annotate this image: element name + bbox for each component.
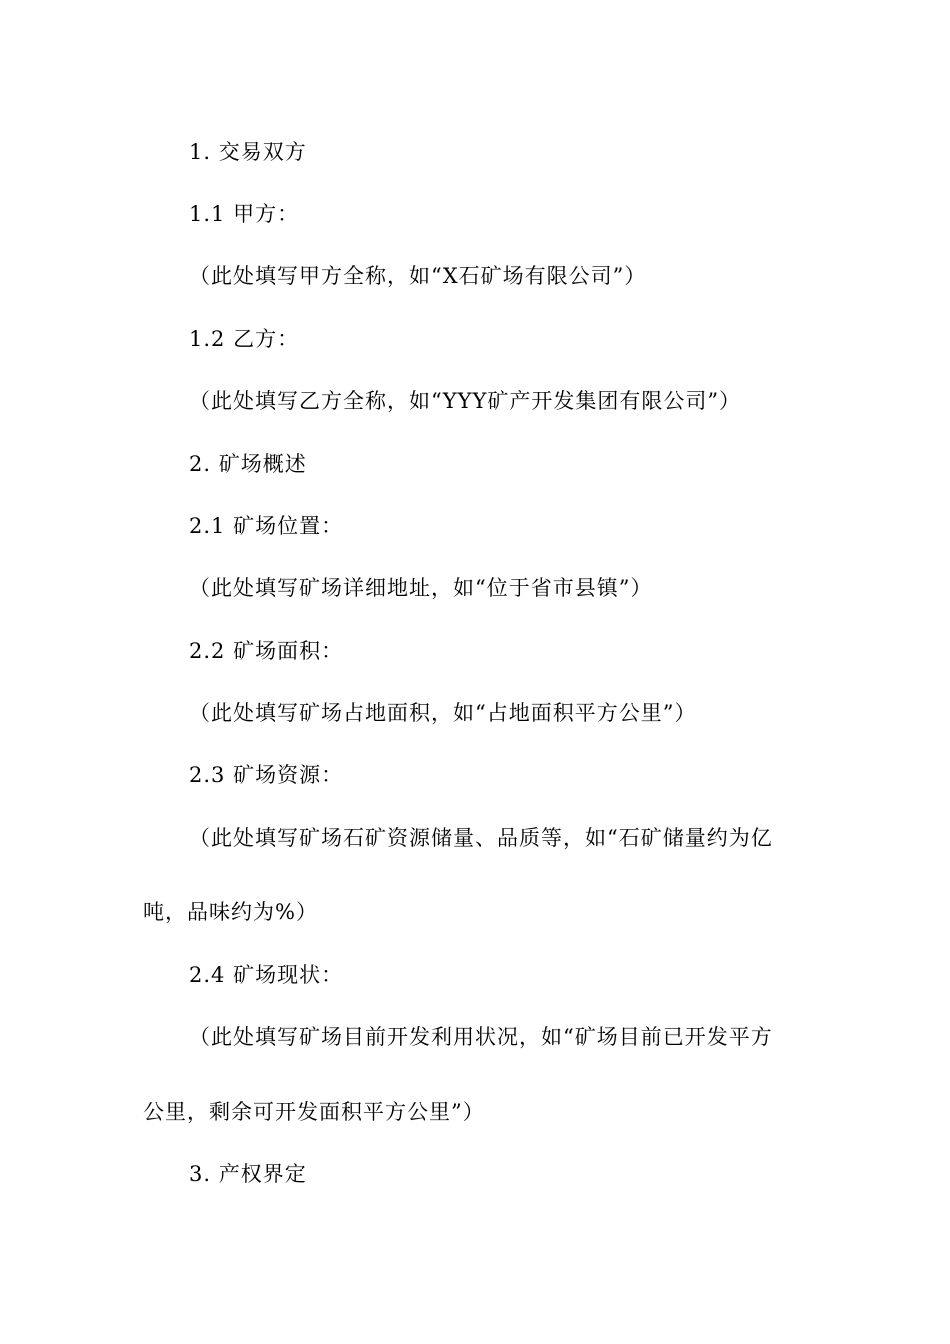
section-1-2-heading: 1.2 乙方：: [189, 327, 300, 351]
section-1-1-note: （此处填写甲方全称，如“X石矿场有限公司”）: [189, 264, 647, 288]
section-2-2-note: （此处填写矿场占地面积，如“占地面积平方公里”）: [189, 701, 697, 725]
section-2-1-note: （此处填写矿场详细地址，如“位于省市县镇”）: [189, 576, 653, 600]
section-1-1-heading: 1.1 甲方：: [189, 202, 300, 226]
section-2-3-note-line2: 吨，品味约为%）: [143, 900, 318, 924]
section-1-2-note: （此处填写乙方全称，如“YYY矿产开发集团有限公司”）: [189, 389, 742, 413]
section-2-4-heading: 2.4 矿场现状：: [189, 963, 344, 987]
section-2-heading: 2. 矿场概述: [189, 452, 307, 476]
section-2-1-heading: 2.1 矿场位置：: [189, 514, 344, 538]
section-2-3-heading: 2.3 矿场资源：: [189, 763, 344, 787]
section-1-heading: 1. 交易双方: [189, 140, 307, 164]
section-2-4-note-line1: （此处填写矿场目前开发利用状况，如“矿场目前已开发平方: [189, 1025, 773, 1049]
section-2-2-heading: 2.2 矿场面积：: [189, 639, 344, 663]
section-3-heading: 3. 产权界定: [189, 1162, 307, 1186]
section-2-3-note-line1: （此处填写矿场石矿资源储量、品质等，如“石矿储量约为亿: [189, 826, 773, 850]
section-2-4-note-line2: 公里，剩余可开发面积平方公里”）: [143, 1100, 485, 1124]
